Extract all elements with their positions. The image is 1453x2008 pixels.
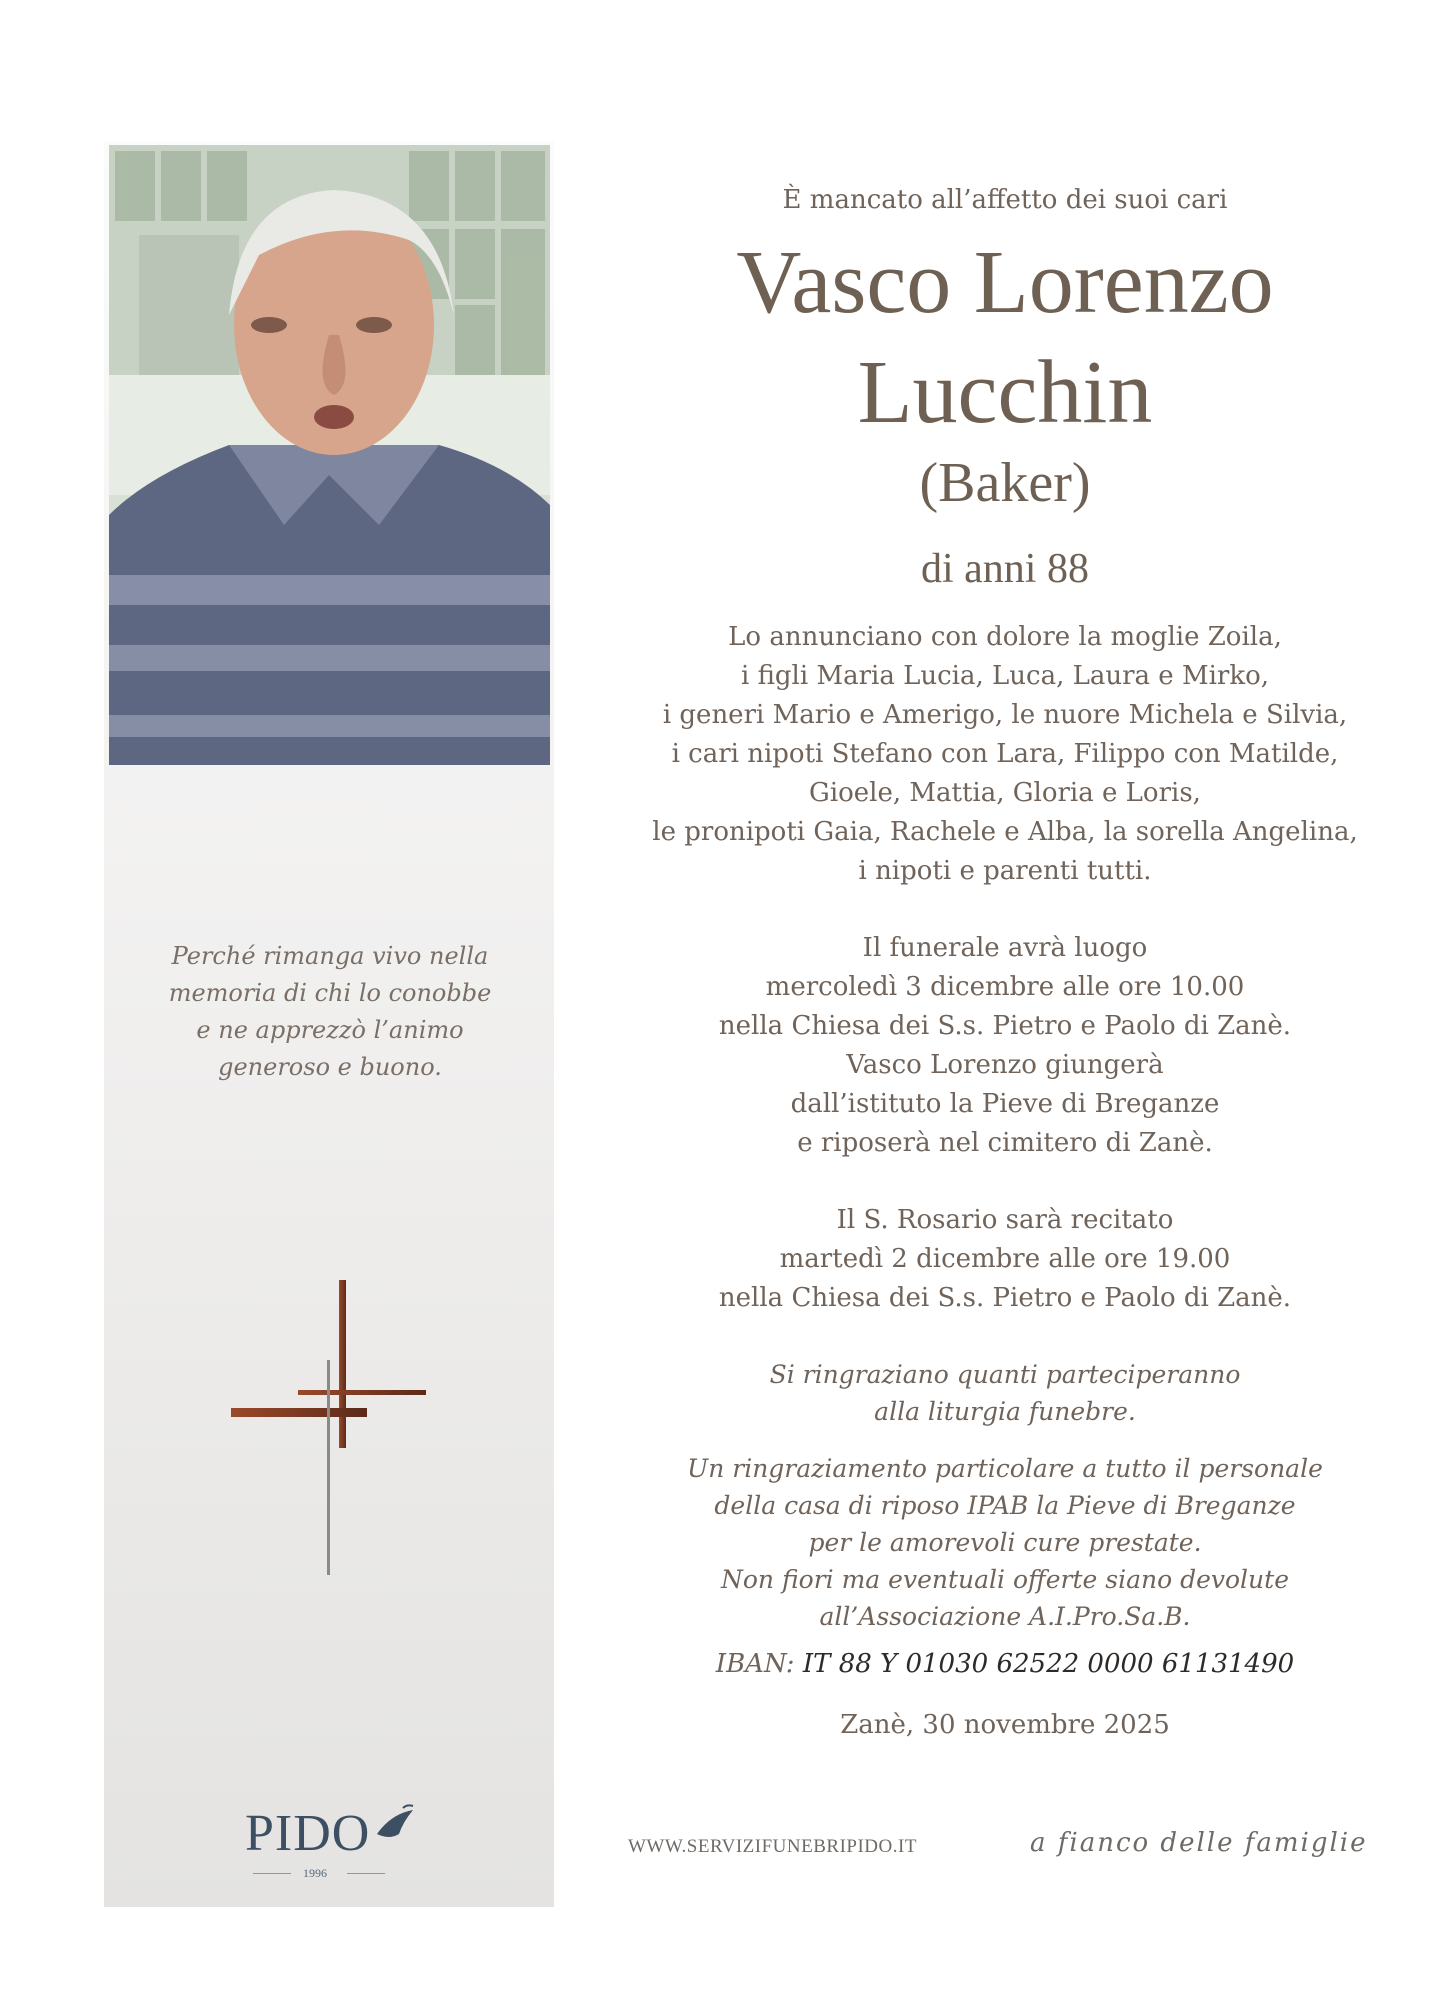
thanks-line: alla liturgia funebre. [874, 1397, 1136, 1426]
family-line: Lo annunciano con dolore la moglie Zoila, [728, 622, 1282, 652]
special-thanks-line: per le amorevoli cure prestate. [808, 1528, 1202, 1557]
thanks-line: Si ringraziano quanti parteciperanno [769, 1360, 1241, 1389]
funeral-line: nella Chiesa dei S.s. Pietro e Paolo di Zanè. [718, 1011, 1292, 1041]
rosary-details [590, 1201, 1420, 1318]
nickname: (Baker) [919, 452, 1091, 514]
family-line: le pronipoti Gaia, Rachele e Alba, la sorella Angelina, [652, 817, 1358, 847]
special-thanks [590, 1450, 1420, 1635]
funeral-line: dall’istituto la Pieve di Breganze [790, 1089, 1220, 1119]
rosary-line: nella Chiesa dei S.s. Pietro e Paolo di Zanè. [718, 1283, 1292, 1313]
website-link[interactable]: WWW.SERVIZIFUNEBRIPIDO.IT [628, 1836, 917, 1857]
family-line: i generi Mario e Amerigo, le nuore Michela e Silvia, [662, 700, 1348, 730]
portrait-photo [109, 145, 550, 765]
name-line: Lucchin [857, 343, 1153, 442]
family-line: Gioele, Mattia, Gloria e Loris, [809, 778, 1201, 808]
quote-line: memoria di chi lo conobbe [168, 979, 492, 1007]
special-thanks-line: all’Associazione A.I.Pro.Sa.B. [819, 1602, 1191, 1631]
logo-text: PIDO [245, 1805, 371, 1862]
iban-value: IT 88 Y 01030 62522 0000 61131490 [802, 1649, 1295, 1679]
rosary-line: martedì 2 dicembre alle ore 19.00 [779, 1244, 1231, 1274]
special-thanks-line: della casa di riposo IPAB la Pieve di Breganze [714, 1491, 1296, 1520]
obituary-notice [590, 180, 1420, 1745]
logo-year: 1996 [303, 1866, 327, 1880]
quote-line: generoso e buono. [218, 1053, 442, 1081]
funeral-line: Vasco Lorenzo giungerà [846, 1050, 1164, 1080]
family-line: i nipoti e parenti tutti. [858, 856, 1152, 886]
cross-icon [228, 1280, 438, 1580]
family-line: i figli Maria Lucia, Luca, Laura e Mirko, [740, 661, 1269, 691]
intro-text: È mancato all’affetto dei suoi cari [782, 185, 1228, 215]
dove-icon [373, 1804, 417, 1844]
iban-label: IBAN: [715, 1649, 795, 1679]
rosary-line: Il S. Rosario sarà recitato [836, 1205, 1174, 1235]
funeral-line: Il funerale avrà luogo [862, 933, 1148, 963]
funeral-line: mercoledì 3 dicembre alle ore 10.00 [765, 972, 1245, 1002]
special-thanks-line: Non fiori ma eventuali offerte siano devolute [721, 1565, 1289, 1594]
deceased-name [590, 228, 1420, 448]
funeral-details [590, 929, 1420, 1163]
tagline: a fianco delle famiglie [1030, 1828, 1368, 1858]
memorial-quote [130, 938, 530, 1086]
special-thanks-line: Un ringraziamento particolare a tutto il personale [687, 1454, 1323, 1483]
thanks-note [590, 1356, 1420, 1430]
name-line: Vasco Lorenzo [736, 233, 1274, 332]
family-line: i cari nipoti Stefano con Lara, Filippo con Matilde, [671, 739, 1339, 769]
quote-line: e ne apprezzò l’animo [196, 1016, 464, 1044]
iban [590, 1649, 1420, 1679]
family-announcement [590, 618, 1420, 891]
place-date: Zanè, 30 novembre 2025 [840, 1710, 1170, 1740]
age: di anni 88 [921, 546, 1089, 592]
quote-line: Perché rimanga vivo nella [171, 942, 489, 970]
pido-logo [245, 1800, 420, 1880]
funeral-line: e riposerà nel cimitero di Zanè. [797, 1128, 1213, 1158]
